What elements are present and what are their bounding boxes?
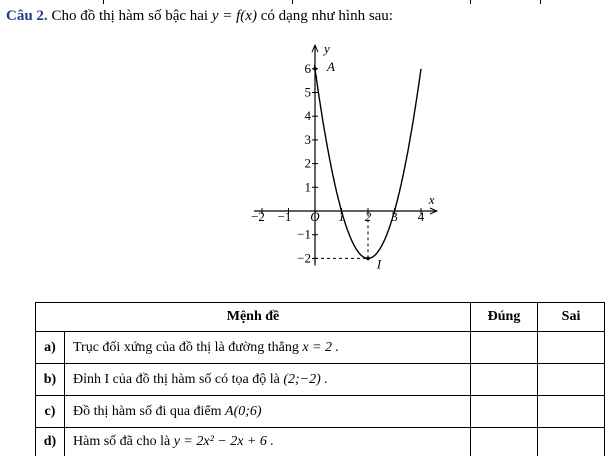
statement-text: Đỉnh I của đồ thị hàm số có tọa độ là bbox=[73, 371, 280, 387]
tick-labels bbox=[251, 58, 425, 266]
y-tick-label: −1 bbox=[297, 226, 311, 242]
y-tick-label: 6 bbox=[304, 60, 311, 76]
header-true: Đúng bbox=[471, 303, 538, 332]
row-label: a) bbox=[36, 332, 65, 364]
statement-text: Hàm số đã cho là bbox=[73, 434, 171, 449]
row-label: c) bbox=[36, 396, 65, 428]
answer-true-cell[interactable] bbox=[471, 332, 538, 364]
x-tick-label: −1 bbox=[277, 209, 292, 224]
statement-math: x = 2 . bbox=[302, 339, 339, 355]
answer-true-cell[interactable] bbox=[471, 428, 538, 457]
y-tick-label: 1 bbox=[304, 179, 311, 195]
question-text: Cho đồ thị hàm số bậc hai bbox=[51, 8, 209, 24]
row-statement bbox=[65, 428, 471, 457]
parabola-curve bbox=[315, 65, 422, 258]
graph-points bbox=[313, 59, 382, 272]
row-statement bbox=[65, 396, 471, 428]
answer-false-cell[interactable] bbox=[538, 428, 605, 457]
answer-false-cell[interactable] bbox=[538, 396, 605, 428]
table-row bbox=[36, 428, 605, 457]
statement-math: y = 2x² − 2x + 6 . bbox=[173, 434, 274, 449]
row-statement bbox=[65, 332, 471, 364]
answer-false-cell[interactable] bbox=[538, 364, 605, 396]
table-row bbox=[36, 364, 605, 396]
true-false-table bbox=[35, 302, 605, 456]
statement-text: Trục đối xứng của đồ thị là đường thẳng bbox=[73, 339, 299, 355]
x-tick-label: 2 bbox=[364, 209, 372, 224]
x-tick-label: 1 bbox=[338, 209, 345, 224]
statement-text: Đồ thị hàm số đi qua điểm bbox=[73, 403, 222, 419]
row-label: b) bbox=[36, 364, 65, 396]
point-i bbox=[366, 257, 370, 261]
statement-math: (2;−2) . bbox=[283, 371, 328, 387]
answer-false-cell[interactable] bbox=[538, 332, 605, 364]
y-tick-label: 3 bbox=[304, 131, 311, 147]
statement-math: A(0;6) bbox=[225, 403, 262, 419]
y-tick-label: 5 bbox=[304, 84, 311, 100]
axes bbox=[254, 45, 437, 265]
tick-marks bbox=[262, 69, 421, 259]
question-number: Câu 2. bbox=[6, 8, 48, 24]
y-tick-label: 2 bbox=[304, 155, 311, 171]
header-statement: Mệnh đề bbox=[36, 303, 471, 332]
point-a-label: A bbox=[327, 58, 335, 74]
question-equation: y = f(x) bbox=[211, 8, 257, 24]
point-a bbox=[313, 67, 317, 71]
header-false: Sai bbox=[538, 303, 605, 332]
table-row bbox=[36, 332, 605, 364]
x-tick-label: 3 bbox=[391, 209, 398, 224]
y-tick-label: 4 bbox=[304, 108, 311, 124]
y-axis-label: y bbox=[324, 41, 330, 57]
question-text-end: có dạng như hình sau: bbox=[260, 8, 393, 24]
table-row bbox=[36, 396, 605, 428]
answer-true-cell[interactable] bbox=[471, 364, 538, 396]
y-tick-label: −2 bbox=[297, 250, 311, 266]
origin-label: O bbox=[310, 209, 320, 224]
point-i-label: I bbox=[376, 256, 382, 272]
row-label: d) bbox=[36, 428, 65, 457]
x-axis-label: x bbox=[428, 192, 435, 207]
x-tick-label: −2 bbox=[251, 209, 265, 224]
table-header bbox=[36, 303, 605, 332]
x-tick-label: 4 bbox=[417, 209, 425, 224]
row-statement bbox=[65, 364, 471, 396]
answer-true-cell[interactable] bbox=[471, 396, 538, 428]
